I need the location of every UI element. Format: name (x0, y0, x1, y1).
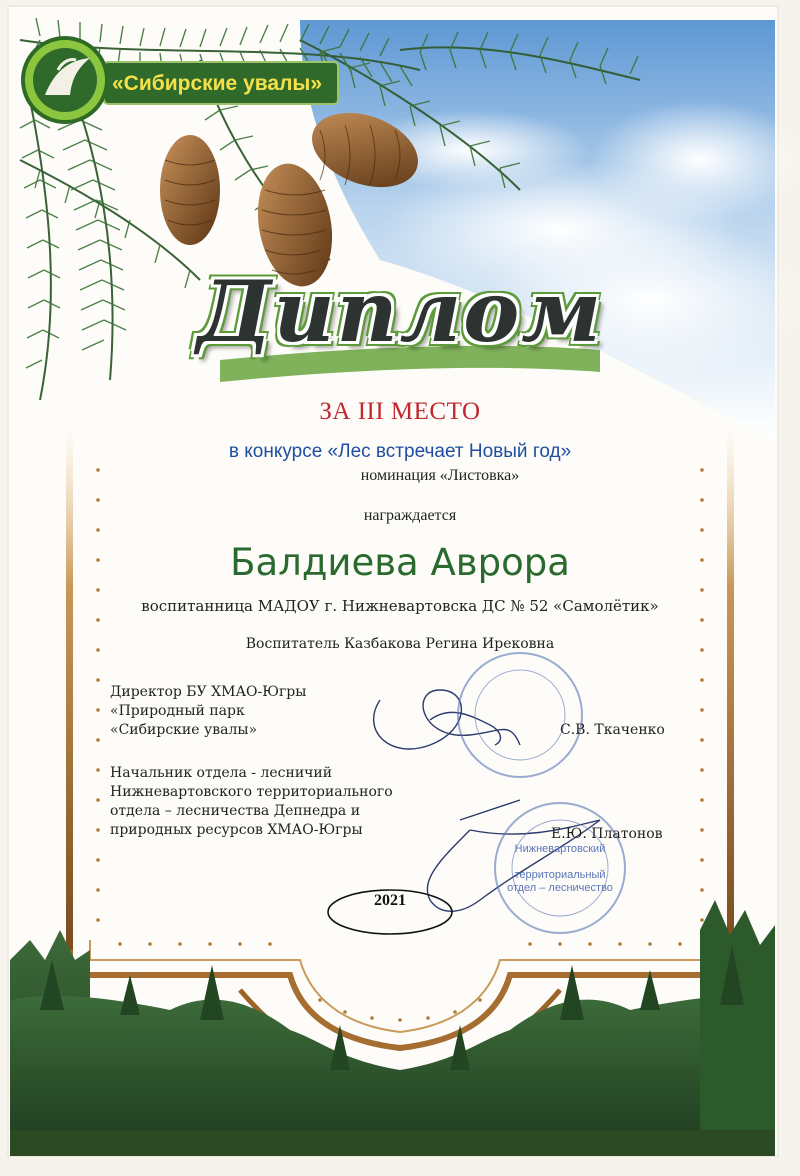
stamp-line-2: территориальный отдел – лесничество (507, 869, 613, 894)
position-line: отдела – лесничества Депнедра и (110, 803, 361, 819)
signatory-1-name: С.В. Ткаченко (560, 722, 665, 738)
signatory-1-position (110, 683, 306, 740)
contest-name: в конкурсе «Лес встречает Новый год» (228, 441, 572, 462)
signatory-2-name: Е.Ю. Платонов (551, 826, 663, 842)
award-place: ЗА III МЕСТО (319, 398, 481, 425)
diploma-title: Диплом (196, 262, 604, 361)
recipient-name: Балдиева Аврора (230, 541, 570, 584)
awarded-label: награждается (363, 507, 457, 524)
position-line: Директор БУ ХМАО-Югры (110, 684, 307, 700)
position-line: «Сибирские увалы» (110, 722, 258, 738)
position-line: природных ресурсов ХМАО-Югры (110, 822, 363, 838)
teacher-name: Воспитатель Казбакова Регина Ирековна (245, 636, 555, 652)
stamp-line-1: Нижневартовский (514, 843, 606, 855)
logo-org-name: «Сибирские увалы» (112, 72, 323, 95)
position-line: Нижневартовского территориального (110, 784, 393, 800)
position-line: Начальник отдела - лесничий (110, 765, 333, 781)
position-line: «Природный парк (110, 703, 245, 719)
year: 2021 (374, 892, 406, 909)
nomination: номинация «Листовка» (360, 467, 520, 484)
recipient-affiliation: воспитанница МАДОУ г. Нижневартовска ДС № 52 «Самолётик» (141, 597, 659, 615)
signatory-2-position (110, 764, 393, 840)
